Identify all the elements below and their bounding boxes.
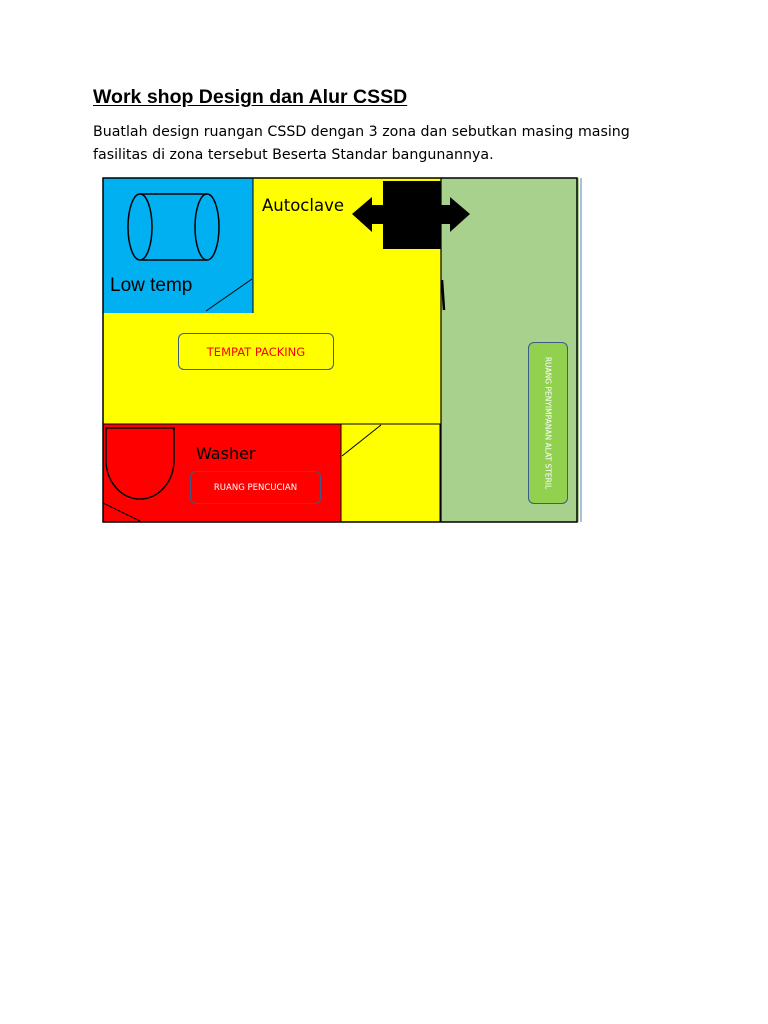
autoclave-label: Autoclave	[262, 196, 344, 215]
sterile-storage-label: RUANG PENYIMPANAN ALAT STERIL	[543, 356, 553, 490]
packing-area-box	[178, 333, 334, 370]
low-temp-label: Low temp	[110, 275, 193, 296]
paragraph-line-1: Buatlah design ruangan CSSD dengan 3 zona dan sebutkan masing masing	[93, 124, 630, 140]
packing-area-label: TEMPAT PACKING	[206, 344, 306, 359]
document-title: Work shop Design dan Alur CSSD	[93, 86, 408, 108]
passage-room	[341, 424, 440, 522]
washing-room-label: RUANG PENCUCIAN	[213, 482, 298, 493]
washer-label: Washer	[196, 444, 256, 463]
washing-room-box	[190, 471, 321, 504]
paragraph-line-2: fasilitas di zona tersebut Beserta Standar bangunannya.	[93, 147, 494, 163]
